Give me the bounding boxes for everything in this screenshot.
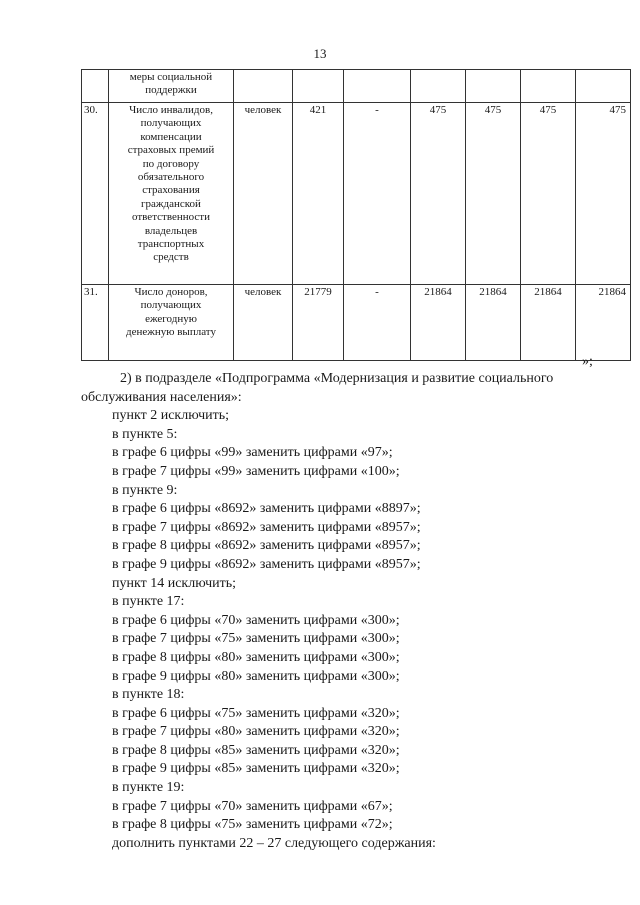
name-line: Число инвалидов, — [129, 104, 213, 116]
name-line: по договору — [142, 157, 200, 170]
table-row — [82, 285, 631, 361]
text-line: в пункте 19: — [112, 780, 185, 796]
cell-unit: человек — [234, 103, 293, 285]
cell-v2: 21864 — [466, 285, 521, 361]
cell-v1 — [411, 70, 466, 103]
indicator-table — [81, 69, 631, 361]
name-line: ежегодную — [145, 312, 197, 325]
name-line: владельцев — [144, 224, 198, 237]
text-line: пункт 14 исключить; — [112, 575, 237, 591]
name-line: поддержки — [145, 84, 197, 97]
name-line: компенсации — [140, 130, 202, 143]
text-line: в графе 8 цифры «8692» заменить цифрами «8957»; — [112, 538, 421, 554]
cell-num — [82, 70, 109, 103]
name-line: меры социальной — [129, 71, 213, 83]
cell-v4: 21864 — [576, 285, 631, 361]
cell-v4: 475 — [576, 103, 631, 285]
paragraph-intro-cont: обслуживания населения»: — [81, 389, 242, 405]
name-line: средств — [153, 251, 189, 264]
text-line: в графе 6 цифры «8692» заменить цифрами «8897»; — [112, 501, 421, 517]
cell-name — [109, 103, 234, 285]
name-line: получающих — [140, 117, 202, 130]
text-line: в графе 8 цифры «85» заменить цифрами «320»; — [112, 742, 400, 758]
cell-v3: 475 — [521, 103, 576, 285]
name-line: гражданской — [141, 197, 201, 210]
name-line: ответственности — [132, 211, 210, 224]
text-line: в графе 6 цифры «75» заменить цифрами «320»; — [112, 705, 400, 721]
text-line: в графе 6 цифры «99» заменить цифрами «97»; — [112, 445, 393, 461]
cell-unit — [234, 70, 293, 103]
text-line: в графе 7 цифры «80» заменить цифрами «320»; — [112, 724, 400, 740]
text-line: в графе 7 цифры «8692» заменить цифрами «8957»; — [112, 519, 421, 535]
text-line: в пункте 18: — [112, 687, 185, 703]
text-line: в пункте 9: — [112, 482, 178, 498]
text-line: в графе 7 цифры «99» заменить цифрами «100»; — [112, 463, 400, 479]
cell-v2: 475 — [466, 103, 521, 285]
table-row-continuation — [82, 70, 631, 103]
cell-dash: - — [344, 285, 411, 361]
name-line: страховых премий — [127, 144, 215, 157]
amendment-text — [81, 370, 598, 853]
text-line: в графе 9 цифры «80» заменить цифрами «300»; — [112, 668, 400, 684]
text-line: в графе 6 цифры «70» заменить цифрами «300»; — [112, 612, 400, 628]
text-line: в графе 8 цифры «75» заменить цифрами «72»; — [112, 817, 393, 833]
cell-unit: человек — [234, 285, 293, 361]
cell-v2 — [466, 70, 521, 103]
table-row — [82, 103, 631, 285]
cell-base: 21779 — [293, 285, 344, 361]
cell-v1: 21864 — [411, 285, 466, 361]
cell-v1: 475 — [411, 103, 466, 285]
cell-base — [293, 70, 344, 103]
text-line: дополнить пунктами 22 – 27 следующего содержания: — [112, 835, 436, 851]
text-line: в графе 9 цифры «85» заменить цифрами «320»; — [112, 761, 400, 777]
cell-num: 30. — [82, 103, 109, 285]
page-number: 13 — [313, 46, 327, 61]
text-line: в графе 7 цифры «75» заменить цифрами «300»; — [112, 631, 400, 647]
cell-v3 — [521, 70, 576, 103]
paragraph-intro: 2) в подразделе «Подпрограмма «Модернизация и развитие социального — [120, 371, 554, 386]
name-line: получающих — [140, 299, 202, 312]
cell-num: 31. — [82, 285, 109, 361]
text-line: в графе 8 цифры «80» заменить цифрами «300»; — [112, 649, 400, 665]
name-line: Число доноров, — [134, 286, 208, 298]
cell-base: 421 — [293, 103, 344, 285]
name-line: страхования — [142, 184, 200, 197]
cell-name — [109, 70, 234, 103]
cell-v4 — [576, 70, 631, 103]
text-line: в графе 9 цифры «8692» заменить цифрами «8957»; — [112, 556, 421, 572]
name-line: обязательного — [137, 171, 205, 184]
cell-dash: - — [344, 103, 411, 285]
name-line: транспортных — [137, 238, 205, 251]
name-line: денежную выплату — [126, 326, 216, 339]
closing-quote: »; — [582, 354, 593, 369]
cell-name — [109, 285, 234, 361]
text-line: в графе 7 цифры «70» заменить цифрами «67»; — [112, 798, 393, 814]
cell-v3: 21864 — [521, 285, 576, 361]
cell-dash — [344, 70, 411, 103]
text-line: пункт 2 исключить; — [112, 408, 230, 424]
text-line: в пункте 5: — [112, 426, 178, 442]
text-line: в пункте 17: — [112, 594, 185, 610]
